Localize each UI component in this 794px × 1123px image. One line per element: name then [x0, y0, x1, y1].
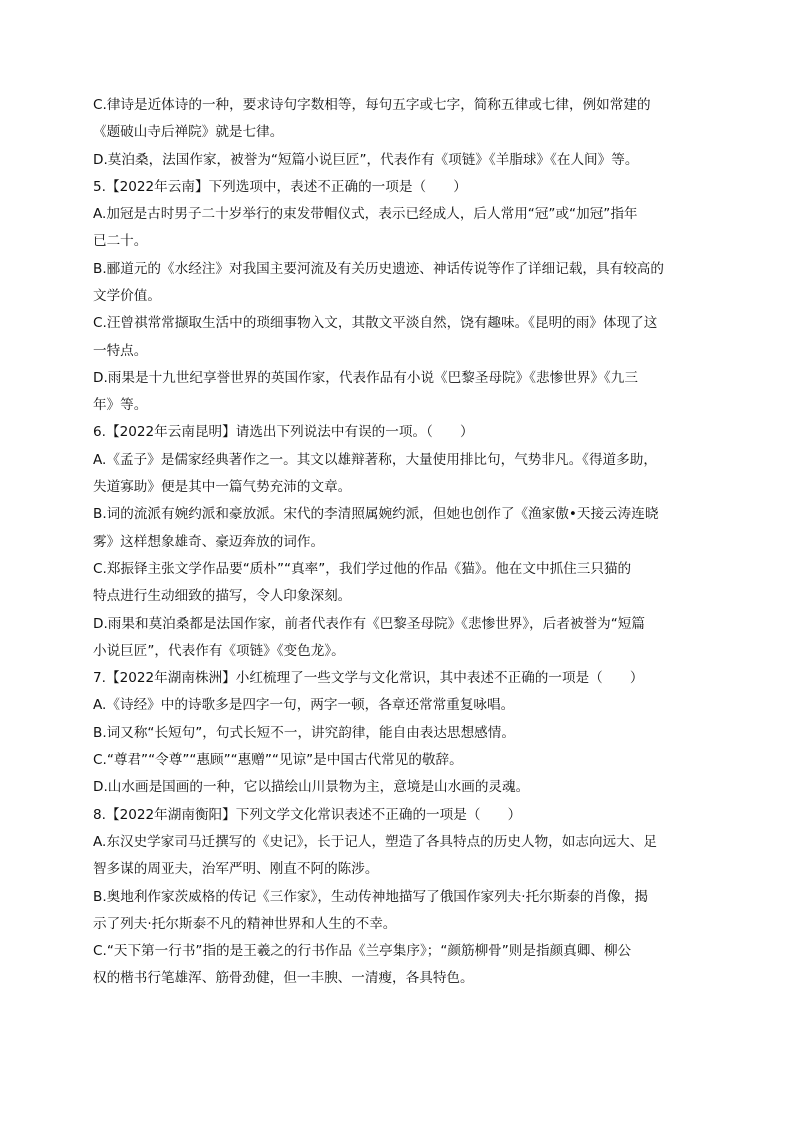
text-line: B.词的流派有婉约派和豪放派。宋代的李清照属婉约派，但她也创作了《渔家傲•天接云涛连晓 — [93, 506, 659, 522]
text-line: 小说巨匠”，代表作有《项链》《变色龙》。 — [93, 643, 345, 659]
text-line: B.词又称“长短句”，句式长短不一，讲究韵律，能自由表达思想感情。 — [93, 725, 515, 741]
text-line: A.加冠是古时男子二十岁举行的束发带帽仪式，表示已经成人，后人常用“冠”或“加冠”指年 — [93, 206, 638, 222]
text-line: 权的楷书行笔雄浑、筋骨劲健，但一丰腴、一清瘦，各具特色。 — [93, 970, 474, 986]
text-line: 文学价值。 — [93, 288, 161, 304]
text-line: 《题破山寺后禅院》就是七律。 — [93, 124, 284, 140]
question-8-stem: 8.【2022年湖南衡阳】下列文学文化常识表述不正确的一项是（ ） — [93, 807, 522, 823]
text-line: C.郑振铎主张文学作品要“质朴”“真率”，我们学过他的作品《猫》。他在文中抓住三只猫的 — [93, 561, 632, 577]
question-5-stem: 5.【2022年云南】下列选项中，表述不正确的一项是（ ） — [93, 179, 467, 195]
text-line: A.《孟子》是儒家经典著作之一。其文以雄辩著称，大量使用排比句，气势非凡。《得道多助， — [93, 452, 657, 468]
text-line: 一特点。 — [93, 343, 148, 359]
text-line: A.东汉史学家司马迁撰写的《史记》，长于记人，塑造了各具特点的历史人物，如志向远大、足 — [93, 834, 657, 850]
text-line: C.“天下第一行书”指的是王羲之的行书作品《兰亭集序》；“颜筋柳骨”则是指颜真卿、柳公 — [93, 943, 632, 959]
text-line: D.莫泊桑，法国作家，被誉为“短篇小说巨匠”，代表作有《项链》《羊脂球》《在人间》等。 — [93, 152, 639, 168]
text-line: D.山水画是国画的一种，它以描绘山川景物为主，意境是山水画的灵魂。 — [93, 779, 530, 795]
text-line: 失道寡助》便是其中一篇气势充沛的文章。 — [93, 479, 352, 495]
text-line: 特点进行生动细致的描写，令人印象深刻。 — [93, 588, 352, 604]
text-line: 智多谋的周亚夫，治军严明、刚直不阿的陈涉。 — [93, 861, 379, 877]
question-7-stem: 7.【2022年湖南株洲】小红梳理了一些文学与文化常识，其中表述不正确的一项是（ ） — [93, 670, 644, 686]
text-line: 已二十。 — [93, 233, 148, 249]
text-line: C.汪曾祺常常撷取生活中的琐细事物入文，其散文平淡自然，饶有趣味。《昆明的雨》体现了这 — [93, 315, 658, 331]
text-line: C.“尊君”“令尊”“惠顾”“惠赠”“见谅”是中国古代常见的敬辞。 — [93, 752, 463, 768]
text-line: D.雨果和莫泊桑都是法国作家，前者代表作有《巴黎圣母院》《悲惨世界》，后者被誉为“短篇 — [93, 616, 645, 632]
text-line: A.《诗经》中的诗歌多是四字一句，两字一顿，各章还常常重复咏唱。 — [93, 697, 515, 713]
text-line: C.律诗是近体诗的一种，要求诗句字数相等，每句五字或七字，简称五律或七律，例如常建的 — [93, 97, 651, 113]
text-line: D.雨果是十九世纪享誉世界的英国作家，代表作品有小说《巴黎圣母院》《悲惨世界》《九三 — [93, 370, 638, 386]
text-line: 年》等。 — [93, 397, 148, 413]
text-line: 示了列夫·托尔斯泰不凡的精神世界和人生的不幸。 — [93, 916, 397, 932]
question-6-stem: 6.【2022年云南昆明】请选出下列说法中有误的一项。（ ） — [93, 424, 474, 440]
text-line: 雾》这样想象雄奇、豪迈奔放的词作。 — [93, 534, 325, 550]
text-line: B.郦道元的《水经注》对我国主要河流及有关历史遗迹、神话传说等作了详细记载，具有较高的 — [93, 261, 664, 277]
text-line: B.奥地利作家茨威格的传记《三作家》，生动传神地描写了俄国作家列夫·托尔斯泰的肖像，揭 — [93, 889, 648, 905]
